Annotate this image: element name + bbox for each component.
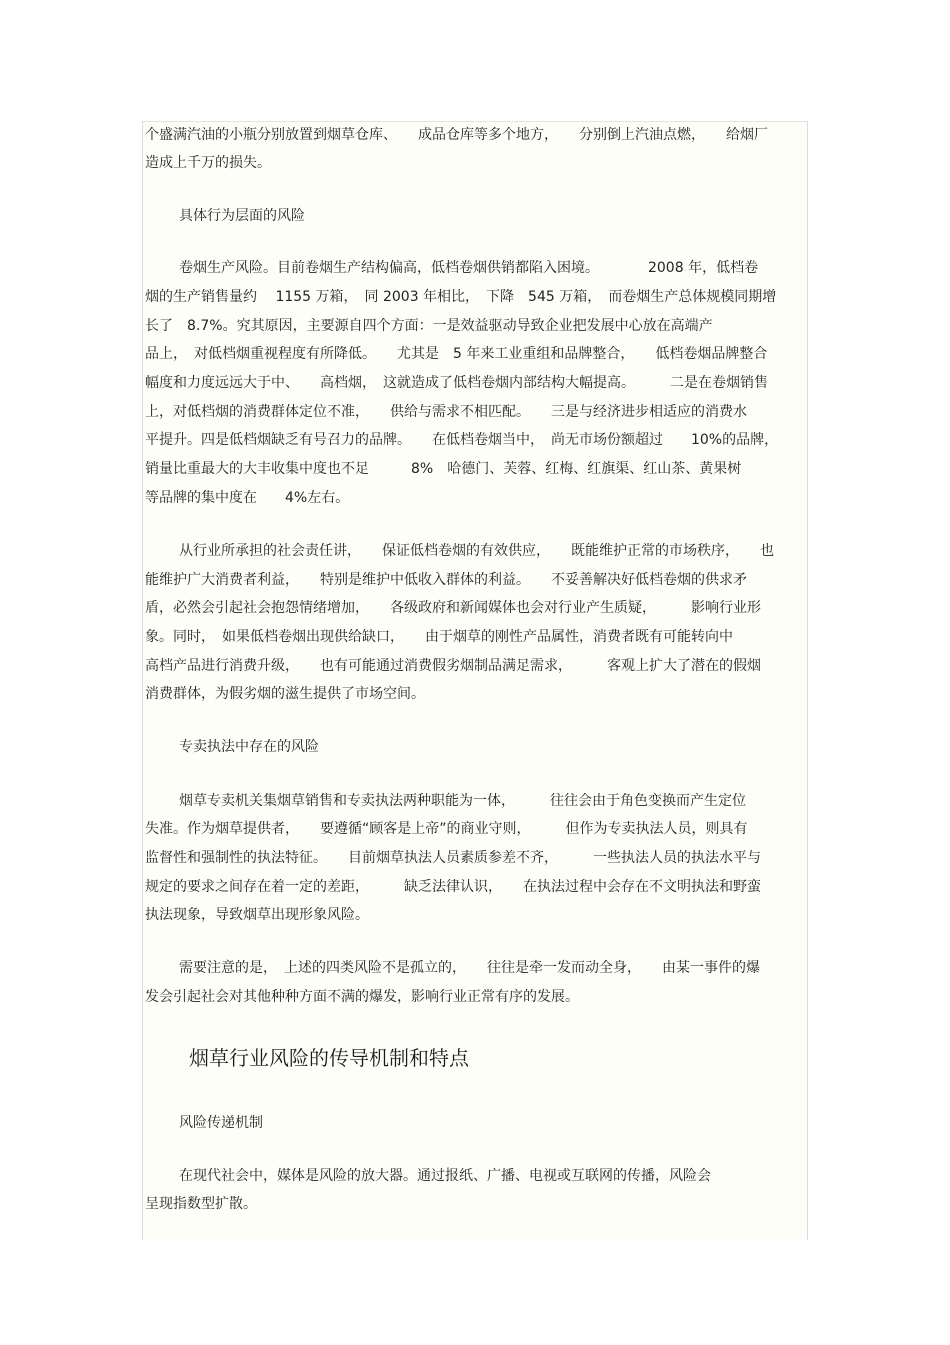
body-text-line: 盾，必然会引起社会抱怨情绪增加， 各级政府和新闻媒体也会对行业产生质疑， 影响行业形 (145, 600, 761, 616)
body-text-line: 造成上千万的损失。 (145, 155, 271, 171)
body-text-line: 规定的要求之间存在着一定的差距， 缺乏法律认识， 在执法过程中会存在不文明执法和野蛮 (145, 879, 761, 895)
body-text-line: 平提升。四是低档烟缺乏有号召力的品牌。 在低档卷烟当中， 尚无市场份额超过 10%的品牌， (145, 432, 779, 448)
body-text-line: 呈现指数型扩散。 (145, 1196, 257, 1212)
body-text-line: 等品牌的集中度在 4%左右。 (145, 490, 350, 506)
body-text-line: 烟草专卖机关集烟草销售和专卖执法两种职能为一体， 往往会由于角色变换而产生定位 (179, 793, 746, 809)
body-text-line: 执法现象，导致烟草出现形象风险。 (145, 907, 369, 923)
section-heading: 专卖执法中存在的风险 (179, 739, 319, 755)
body-text-line: 消费群体，为假劣烟的滋生提供了市场空间。 (145, 686, 425, 702)
chapter-heading: 烟草行业风险的传导机制和特点 (189, 1046, 469, 1070)
body-text-line: 卷烟生产风险。目前卷烟生产结构偏高，低档卷烟供销都陷入困境。 2008 年，低档卷 (179, 260, 759, 276)
section-heading: 风险传递机制 (179, 1115, 263, 1131)
body-text-line: 幅度和力度远远大于中、 高档烟， 这就造成了低档卷烟内部结构大幅提高。 二是在卷烟销售 (145, 375, 768, 391)
body-text-line: 高档产品进行消费升级， 也有可能通过消费假劣烟制品满足需求， 客观上扩大了潜在的假烟 (145, 658, 761, 674)
section-heading: 具体行为层面的风险 (179, 208, 305, 224)
body-text-line: 个盛满汽油的小瓶分别放置到烟草仓库、 成品仓库等多个地方， 分别倒上汽油点燃， 给烟厂 (145, 127, 768, 143)
body-text-line: 上，对低档烟的消费群体定位不准， 供给与需求不相匹配。 三是与经济进步相适应的消费水 (145, 404, 747, 420)
body-text-line: 在现代社会中，媒体是风险的放大器。通过报纸、广播、电视或互联网的传播，风险会 (179, 1168, 711, 1184)
body-text-line: 需要注意的是， 上述的四类风险不是孤立的， 往往是牵一发而动全身， 由某一事件的爆 (179, 960, 760, 976)
body-text-line: 监督性和强制性的执法特征。 目前烟草执法人员素质参差不齐， 一些执法人员的执法水平与 (145, 850, 761, 866)
body-text-line: 从行业所承担的社会责任讲， 保证低档卷烟的有效供应， 既能维护正常的市场秩序， 也 (179, 543, 774, 559)
document-page (142, 121, 808, 1240)
body-text-line: 品上， 对低档烟重视程度有所降低。 尤其是 5 年来工业重组和品牌整合， 低档卷烟品牌整合 (145, 346, 768, 362)
body-text-line: 烟的生产销售量约 1155 万箱， 同 2003 年相比， 下降 545 万箱， 而卷烟生产总体规模同期增 (145, 289, 777, 305)
body-text-line: 发会引起社会对其他种种方面不满的爆发，影响行业正常有序的发展。 (145, 989, 579, 1005)
body-text-line: 能维护广大消费者利益， 特别是维护中低收入群体的利益。 不妥善解决好低档卷烟的供求矛 (145, 572, 747, 588)
body-text-line: 长了 8.7%。究其原因，主要源自四个方面：一是效益驱动导致企业把发展中心放在高端产 (145, 318, 713, 334)
body-text-line: 销量比重最大的大丰收集中度也不足 8% 哈德门、芙蓉、红梅、红旗渠、红山茶、黄果树 (145, 461, 742, 477)
body-text-line: 失准。作为烟草提供者， 要遵循“顾客是上帝”的商业守则， 但作为专卖执法人员，则具有 (145, 821, 748, 837)
body-text-line: 象。同时， 如果低档卷烟出现供给缺口， 由于烟草的刚性产品属性，消费者既有可能转向中 (145, 629, 733, 645)
